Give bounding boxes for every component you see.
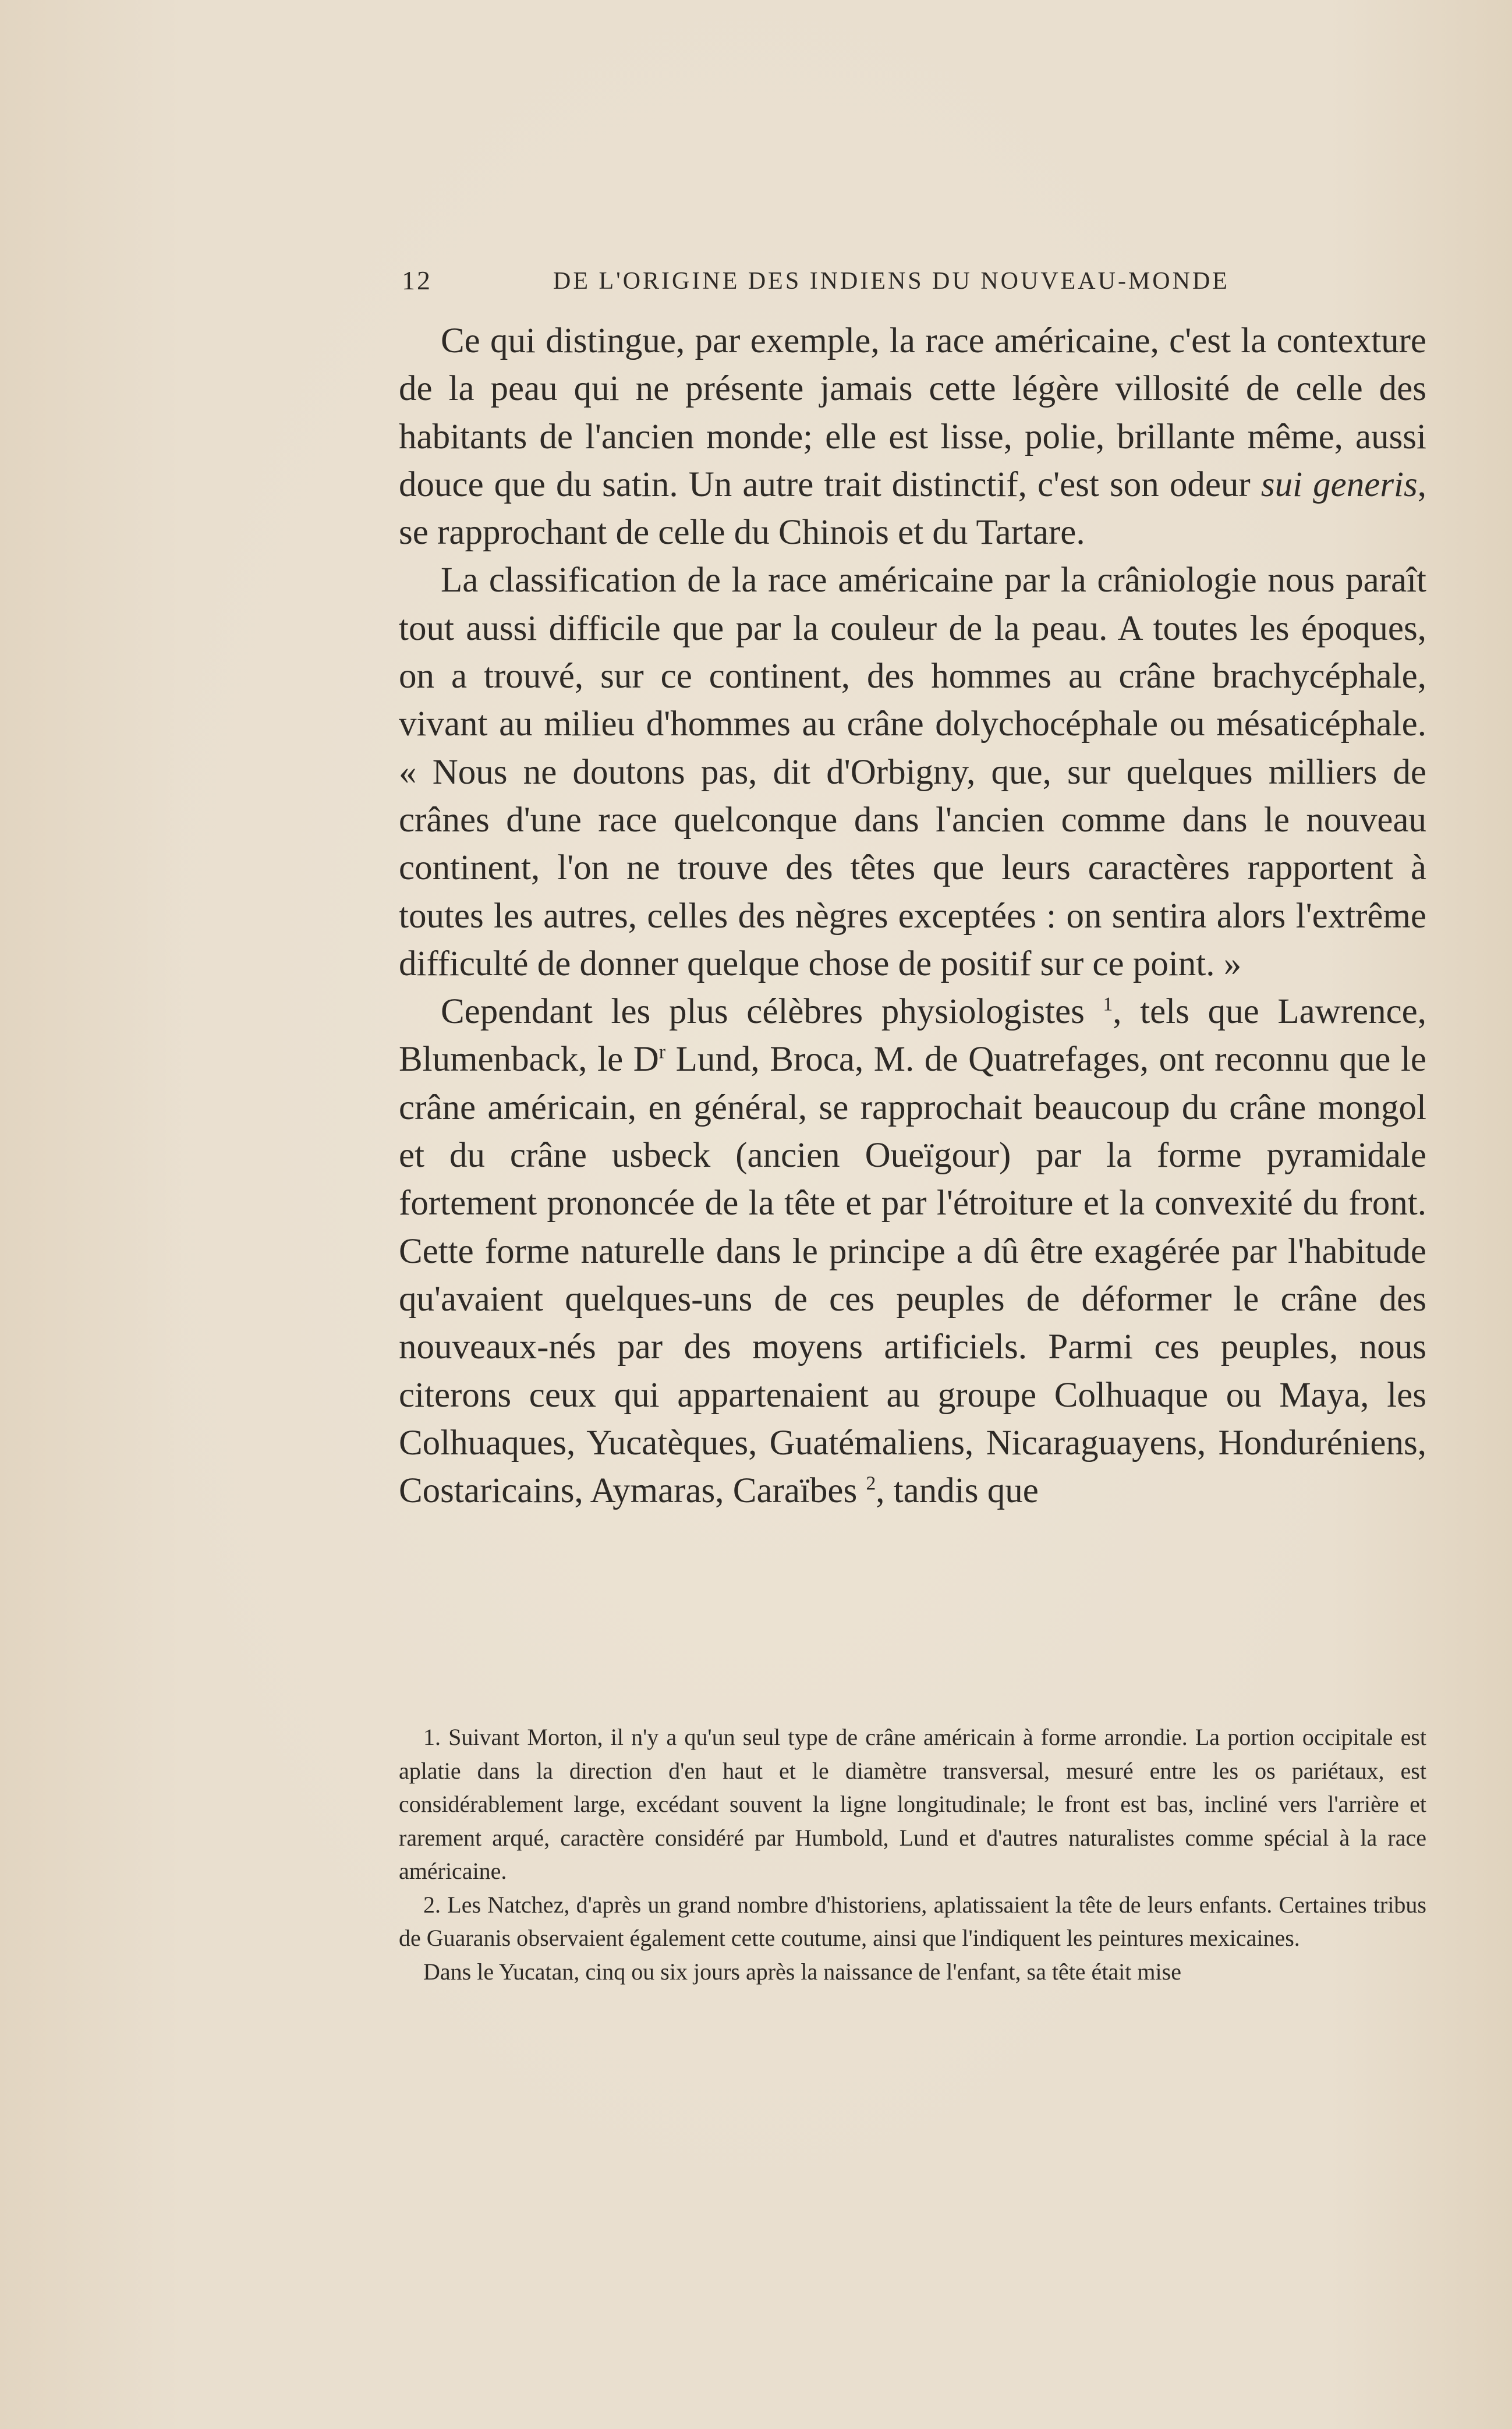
- paragraph-3: Cependant les plus célèbres physiologistes $^1$, tels que Lawrence, Blumenback, le $D^r$ Lund, Broca, M. de Quatrefages, ont reconnu que le crâne américain, en général, se rapprochait beaucoup du crâne mongol et du crâne usbeck (ancien Oueïgour) par la forme pyramidale fortement prononcée de la tête et par l'étroiture et la convexité du front. Cette forme naturelle dans le principe a dû être exagérée par l'habitude qu'avaient quelques-uns de ces peuples de déformer le crâne des nouveaux-nés par des moyens artificiels. Parmi ces peuples, nous citerons ceux qui appartenaient au groupe Colhuaque ou Maya, les Colhuaques, Yucatèques, Guatémaliens, Nicaraguayens, Honduréniens, Costaricains, Aymaras, Caraïbes $^2$, tandis que: [399, 992, 1426, 1511]
- page-header: [402, 265, 1310, 300]
- superscript-r: r: [658, 1042, 666, 1064]
- paragraph-2: La classification de la race américaine par la crâniologie nous paraît tout aussi difficile que par la couleur de la peau. A toutes les époques, on a trouvé, sur ce continent, des hommes au crâne brachycéphale, vivant au milieu d'hommes au crâne dolychocéphale ou mésaticéphale. « Nous ne doutons pas, dit d'Orbigny, que, sur quelques milliers de crânes d'une race quelconque dans l'ancien comme dans le nouveau continent, l'on ne trouve des têtes que leurs caractères rapportent à toutes les autres, celles des nègres exceptées : on sentira alors l'extrême difficulté de donner quelque chose de positif sur ce point. »: [399, 561, 1426, 983]
- footnote-ref-2[interactable]: 2: [866, 1472, 876, 1495]
- running-title: DE L'ORIGINE DES INDIENS DU NOUVEAU-MONDE: [553, 268, 1230, 295]
- footnote-2: 2. Les Natchez, d'après un grand nombre d'historiens, aplatissaient la tête de leurs enfants. Certaines tribus de Guaranis observaient également cette coutume, ainsi que l'indiquent les peintures mexicaines.: [399, 1891, 1426, 1951]
- footnote-ref-1[interactable]: 1: [1103, 993, 1113, 1015]
- emphasis-sui-generis: sui generis: [1260, 465, 1418, 504]
- paragraph-1: Ce qui distingue, par exemple, la race américaine, c'est la contexture de la peau qui ne présente jamais cette légère villosité de celle des habitants de l'ancien monde; elle est lisse, polie, brillante même, aussi douce que du satin. Un autre trait distinctif, c'est son odeur sui generis, se rapprochant de celle du Chinois et du Tartare.: [399, 321, 1426, 553]
- footnote-1: 1. Suivant Morton, il n'y a qu'un seul type de crâne américain à forme arrondie. La portion occipitale est aplatie dans la direction d'en haut et le diamètre transversal, mesuré entre les os pariétaux, est considérablement large, excédant souvent la ligne longitudinale; le front est bas, incliné vers l'arrière et rarement arqué, caractère considéré par Humbold, Lund et d'autres naturalistes comme spécial à la race américaine.: [399, 1724, 1426, 1884]
- footnotes: [399, 1720, 1426, 1988]
- footnote-2-continued: Dans le Yucatan, cinq ou six jours après la naissance de l'enfant, sa tête était mise: [423, 1958, 1181, 1985]
- main-text: [399, 317, 1426, 1515]
- page-number: 12: [402, 265, 432, 295]
